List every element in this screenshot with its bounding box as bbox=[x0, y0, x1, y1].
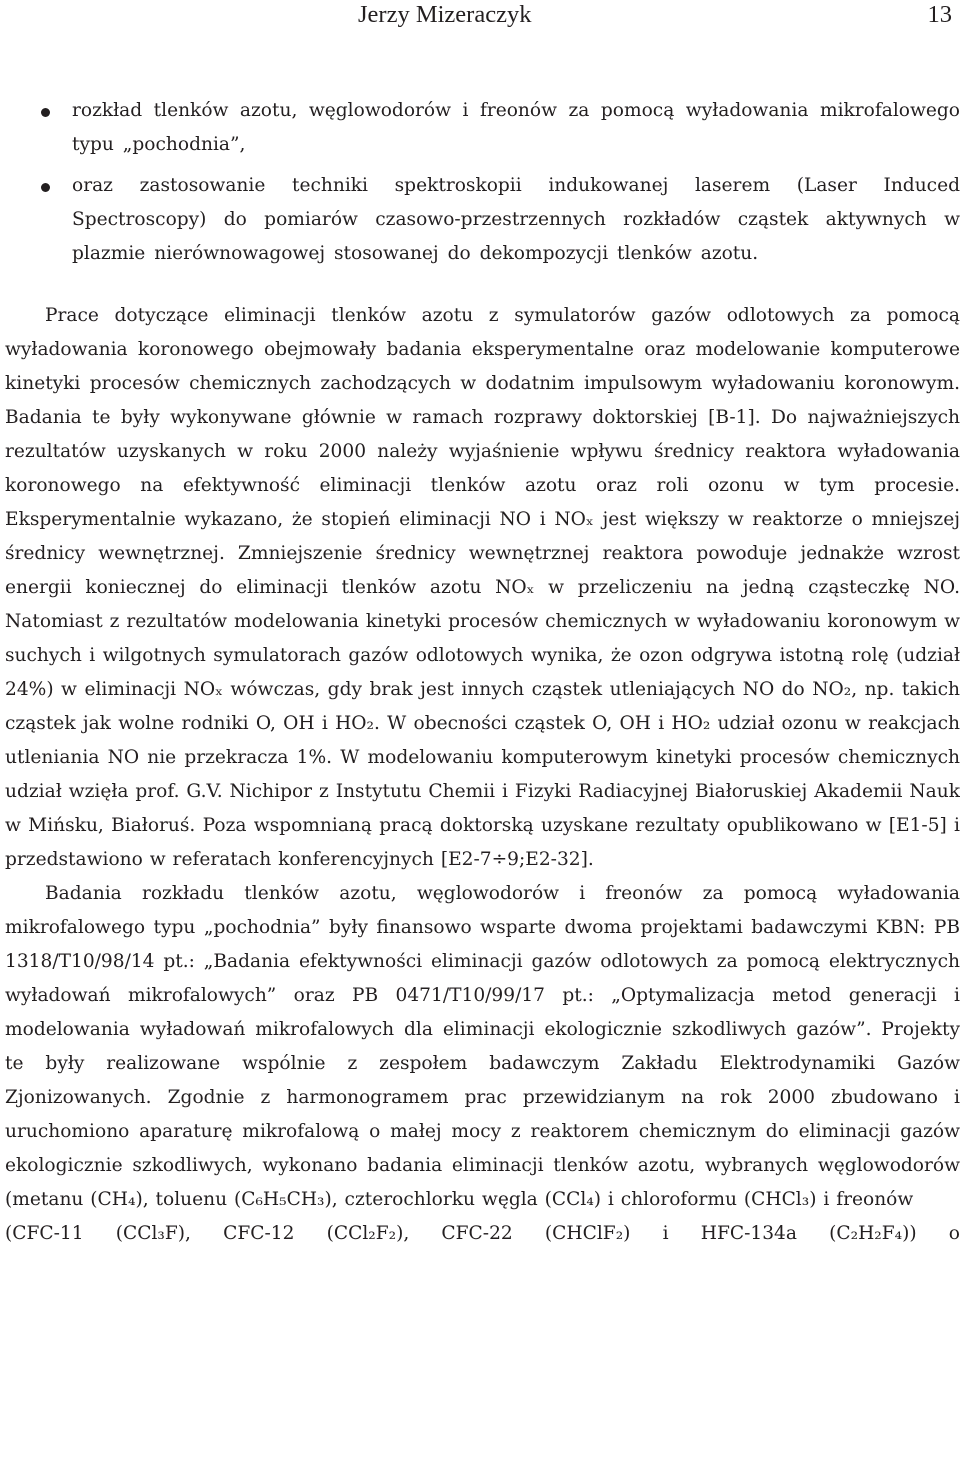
bullet-icon bbox=[41, 108, 50, 117]
paragraph-microwave-discharge: Badania rozkładu tlenków azotu, węglowodorów i freonów za pomocą wyładowania mikrofalowego typu „pochodnia” były finansowo wsparte dwoma projektami badawczymi KBN: PB 1318/T10/98/14 pt.: „Badania efektywności eliminacji gazów odlotowych za pomocą elektrycznych wyładowań mikrofalowych” oraz PB 0471/T10/99/17 pt.: „Optymalizacja metod generacji i modelowania wyładowań mikrofalowych dla eliminacji ekologicznie szkodliwych gazów”. Projekty te były realizowane wspólnie z zespołem badawczym Zakładu Elektrodynamiki Gazów Zjonizowanych. Zgodnie z harmonogramem prac przewidzianym na rok 2000 zbudowano i uruchomiono aparaturę mikrofalową o małej mocy z reaktorem chemicznym do eliminacji gazów ekologicznie szkodliwych, wykonano badania eliminacji tlenków azotu, wybranych węglowodorów (metanu (CH₄), toluenu (C₆H₅CH₃), czterochlorku węgla (CCl₄) i chloroformu (CHCl₃) i freonów bbox=[5, 883, 960, 1210]
bullet-icon bbox=[41, 183, 50, 192]
list-item bbox=[5, 94, 960, 162]
page-number: 13 bbox=[927, 1, 952, 28]
bullet-list bbox=[5, 94, 960, 271]
page-body bbox=[5, 94, 960, 1251]
paragraph-continuation-line: (CFC-11 (CCl₃F), CFC-12 (CCl₂F₂), CFC-22 (CHClF₂) i HFC-134a (C₂H₂F₄)) o bbox=[5, 1223, 960, 1244]
list-item-text: oraz zastosowanie techniki spektroskopii indukowanej laserem (Laser Induced Spectroscopy) do pomiarów czasowo-przestrzennych rozkładów cząstek aktywnych w plazmie nierównowagowej stosowanej do dekompozycji tlenków azotu. bbox=[72, 175, 960, 264]
list-item bbox=[5, 169, 960, 271]
paragraph-corona-discharge: Prace dotyczące eliminacji tlenków azotu z symulatorów gazów odlotowych za pomocą wyładowania koronowego obejmowały badania eksperymentalne oraz modelowanie komputerowe kinetyki procesów chemicznych zachodzących w dodatnim impulsowym wyładowaniu koronowym. Badania te były wykonywane głównie w ramach rozprawy doktorskiej [B-1]. Do najważniejszych rezultatów uzyskanych w roku 2000 należy wyjaśnienie wpływu średnicy reaktora wyładowania koronowego na efektywność eliminacji tlenków azotu oraz roli ozonu w tym procesie. Eksperymentalnie wykazano, że stopień eliminacji NO i NOₓ jest większy w reaktorze o mniejszej średnicy wewnętrznej. Zmniejszenie średnicy wewnętrznej reaktora powoduje jednakże wzrost energii koniecznej do eliminacji tlenków azotu NOₓ w przeliczeniu na jedną cząsteczkę NO. Natomiast z rezultatów modelowania kinetyki procesów chemicznych w wyładowaniu koronowym w suchych i wilgotnych symulatorach gazów odlotowych wynika, że ozon odgrywa istotną rolę (udział 24%) w eliminacji NOₓ wówczas, gdy brak jest innych cząstek utleniających NO do NO₂, np. takich cząstek jak wolne rodniki O, OH i HO₂. W obecności cząstek O, OH i HO₂ udział ozonu w reakcjach utleniania NO nie przekracza 1%. W modelowaniu komputerowym kinetyki procesów chemicznych udział wzięła prof. G.V. Nichipor z Instytutu Chemii i Fizyki Radiacyjnej Białoruskiej Akademii Nauk w Mińsku, Białoruś. Poza wspomnianą pracą doktorską uzyskane rezultaty opublikowano w [E1-5] i przedstawiono w referatach konferencyjnych [E2-7÷9;E2-32]. bbox=[5, 305, 960, 870]
list-item-text: rozkład tlenków azotu, węglowodorów i freonów za pomocą wyładowania mikrofalowego typu „pochodnia”, bbox=[72, 100, 960, 155]
running-head-author: Jerzy Mizeraczyk bbox=[358, 1, 532, 28]
running-header bbox=[0, 0, 960, 30]
